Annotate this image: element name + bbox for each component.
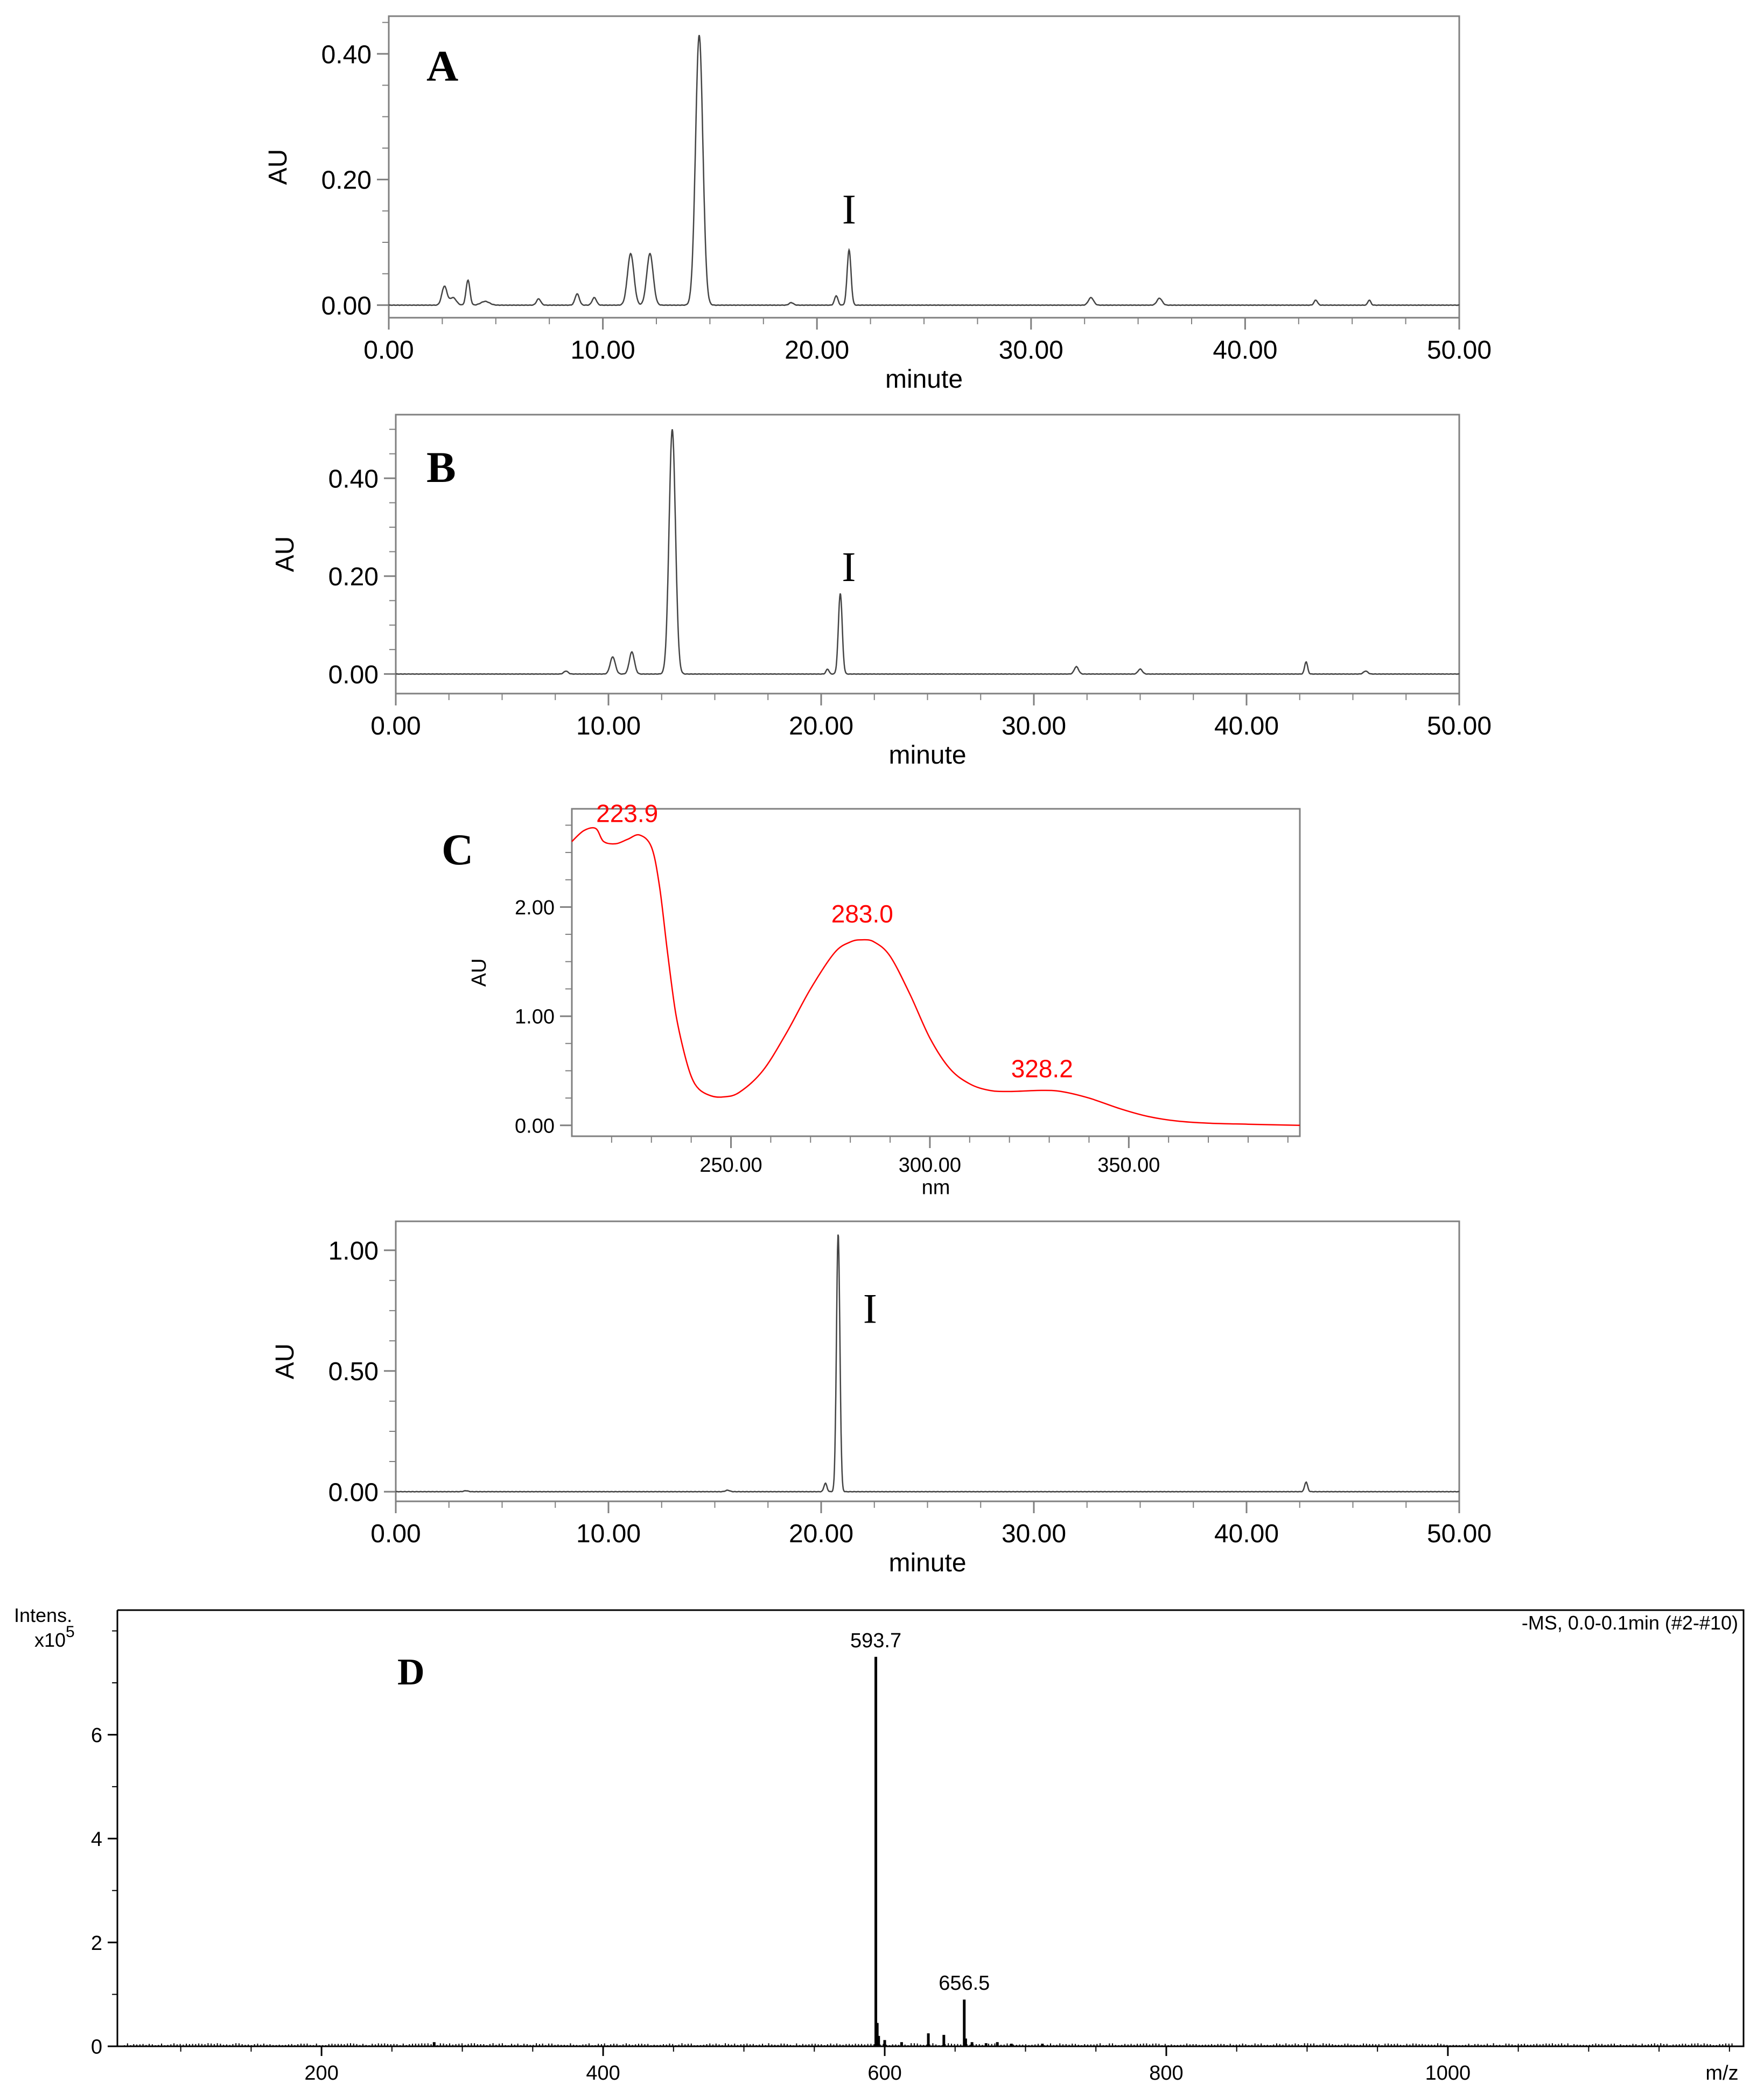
x-tick-label: 0.00 — [370, 1520, 421, 1548]
y-tick-label: 1.00 — [328, 1237, 379, 1266]
x-tick-label: 0.00 — [363, 336, 414, 365]
x-tick-label: 10.00 — [576, 1520, 641, 1548]
x-tick-label: 1000 — [1425, 2062, 1471, 2085]
x-tick-label: 30.00 — [998, 336, 1063, 365]
x-tick-label: 20.00 — [785, 336, 850, 365]
panel-label-b: B — [426, 443, 456, 492]
peak-annotation-i: I — [842, 186, 856, 233]
series-line — [389, 35, 1459, 305]
series-line — [396, 429, 1459, 674]
peak-annotation-i: I — [863, 1285, 877, 1332]
chart-c — [442, 799, 1300, 1199]
y-axis-label: Intens. — [14, 1604, 73, 1626]
y-tick-label: 0 — [90, 2036, 102, 2059]
y-tick-label: 0.00 — [328, 1478, 379, 1507]
y-axis-label: AU — [271, 536, 299, 572]
plot-frame — [389, 16, 1459, 318]
x-tick-label: 0.00 — [370, 712, 421, 740]
chart-d — [14, 1604, 1744, 2085]
chart-b — [271, 415, 1492, 770]
plot-frame — [396, 1221, 1459, 1501]
plot-frame — [572, 809, 1300, 1136]
y-tick-label: 2 — [90, 1932, 102, 1955]
y-tick-label: 1.00 — [515, 1005, 555, 1029]
y-tick-label: 0.40 — [321, 40, 372, 69]
y-tick-label: 0.00 — [515, 1115, 555, 1138]
x-tick-label: 20.00 — [788, 712, 854, 740]
x-axis-label: minute — [888, 1549, 967, 1577]
chart-a — [264, 16, 1492, 394]
x-axis-label: minute — [888, 741, 967, 770]
y-axis-label: AU — [264, 149, 292, 185]
y-tick-label: 0.20 — [328, 563, 379, 592]
x-tick-label: 10.00 — [570, 336, 635, 365]
spectrum-line — [572, 828, 1300, 1125]
panel-label-a: A — [426, 41, 459, 90]
x-tick-label: 30.00 — [1001, 1520, 1067, 1548]
chart-c2 — [271, 1221, 1492, 1577]
x-tick-label: 40.00 — [1214, 1520, 1279, 1548]
spectrum-peak-label: 283.0 — [831, 899, 893, 928]
x-tick-label: 30.00 — [1001, 712, 1067, 740]
y-axis-unit-exponent: 5 — [66, 1623, 75, 1641]
panel-label-c: C — [442, 825, 474, 874]
x-tick-label: 50.00 — [1426, 712, 1492, 740]
y-axis-label: AU — [468, 958, 491, 987]
x-tick-label: 10.00 — [576, 712, 641, 740]
x-tick-label: 50.00 — [1426, 1520, 1492, 1548]
x-tick-label: 40.00 — [1213, 336, 1278, 365]
spectrum-peak-label: 223.9 — [596, 799, 659, 828]
y-axis-unit: x10 — [34, 1629, 66, 1651]
x-tick-label: 800 — [1149, 2062, 1184, 2085]
y-tick-label: 0.40 — [328, 465, 379, 494]
mass-peak-label: 656.5 — [939, 1972, 990, 1995]
x-tick-label: 300.00 — [898, 1154, 962, 1177]
y-tick-label: 2.00 — [515, 897, 555, 920]
x-tick-label: 200 — [304, 2062, 339, 2085]
legend-text: -MS, 0.0-0.1min (#2-#10) — [1521, 1612, 1738, 1634]
panel-label-d: D — [397, 1652, 425, 1693]
y-tick-label: 0.50 — [328, 1358, 379, 1387]
x-axis-label: m/z — [1705, 2062, 1739, 2085]
x-tick-label: 600 — [867, 2062, 902, 2085]
x-tick-label: 20.00 — [788, 1520, 854, 1548]
x-tick-label: 250.00 — [699, 1154, 762, 1177]
plot-frame — [396, 415, 1459, 694]
x-axis-label: nm — [921, 1176, 950, 1199]
spectrum-peak-label: 328.2 — [1011, 1054, 1073, 1083]
y-tick-label: 6 — [90, 1724, 102, 1747]
y-tick-label: 4 — [90, 1828, 102, 1851]
x-tick-label: 40.00 — [1214, 712, 1279, 740]
plot-frame — [117, 1610, 1744, 2046]
y-tick-label: 0.00 — [321, 291, 372, 320]
x-tick-label: 350.00 — [1097, 1154, 1160, 1177]
x-tick-label: 50.00 — [1426, 336, 1492, 365]
series-line — [396, 1235, 1459, 1492]
x-tick-label: 400 — [586, 2062, 620, 2085]
peak-annotation-i: I — [842, 543, 856, 590]
x-axis-label: minute — [885, 365, 963, 394]
y-tick-label: 0.20 — [321, 166, 372, 195]
y-axis-label: AU — [271, 1343, 299, 1380]
y-tick-label: 0.00 — [328, 660, 379, 689]
mass-peak-label: 593.7 — [850, 1629, 902, 1652]
